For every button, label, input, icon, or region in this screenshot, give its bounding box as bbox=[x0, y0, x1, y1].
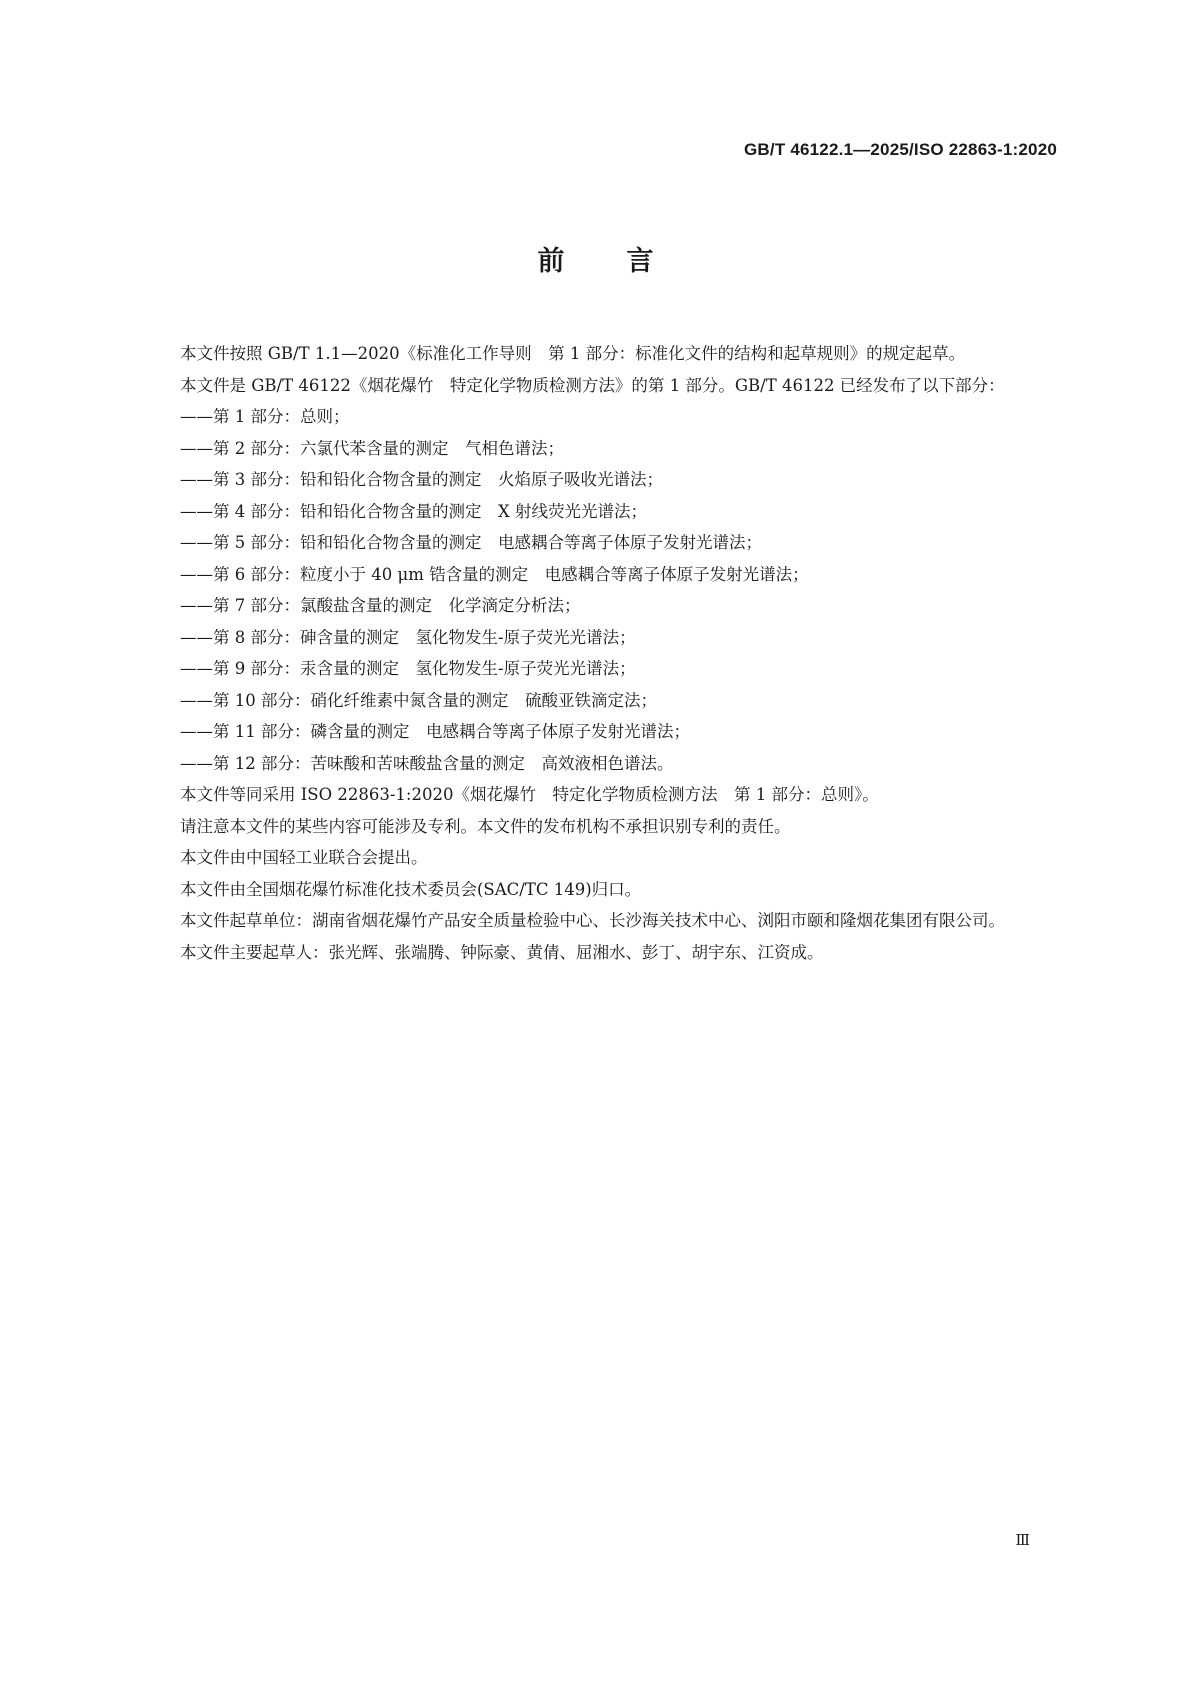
page-title: 前言 bbox=[537, 246, 716, 277]
list-item: ——第 1 部分：总则； bbox=[180, 407, 350, 426]
list-item: ——第 9 部分：汞含量的测定 氢化物发生-原子荧光光谱法； bbox=[180, 659, 636, 678]
paragraph-drafting-rules: 本文件按照 GB/T 1.1—2020《标准化工作导则 第 1 部分：标准化文件的结构和起草规则》的规定起草。 bbox=[180, 344, 966, 363]
list-item: ——第 10 部分：硝化纤维素中氮含量的测定 硫酸亚铁滴定法； bbox=[180, 690, 657, 710]
paragraph-drafting-units: 本文件起草单位：湖南省烟花爆竹产品安全质量检验中心、长沙海关技术中心、浏阳市颐和隆烟花集团有限公司。 bbox=[180, 911, 1005, 930]
list-item: ——第 7 部分：氯酸盐含量的测定 化学滴定分析法； bbox=[180, 596, 581, 615]
list-item: ——第 8 部分：砷含量的测定 氢化物发生-原子荧光光谱法； bbox=[180, 627, 636, 647]
parts-list bbox=[147, 401, 1052, 779]
page-number: Ⅲ bbox=[1015, 1531, 1031, 1549]
document-body bbox=[147, 338, 1052, 968]
list-item: ——第 11 部分：磷含量的测定 电感耦合等离子体原子发射光谱法； bbox=[180, 722, 690, 741]
list-item: ——第 12 部分：苦味酸和苦味酸盐含量的测定 高效液相色谱法。 bbox=[180, 753, 674, 773]
paragraph-committee: 本文件由全国烟花爆竹标准化技术委员会(SAC/TC 149)归口。 bbox=[180, 879, 642, 899]
paragraph-proposer: 本文件由中国轻工业联合会提出。 bbox=[180, 848, 428, 867]
paragraph-drafters: 本文件主要起草人：张光辉、张端腾、钟际豪、黄倩、屈湘水、彭丁、胡宇东、江资成。 bbox=[180, 942, 824, 962]
list-item: ——第 4 部分：铅和铅化合物含量的测定 X 射线荧光光谱法； bbox=[180, 501, 647, 521]
list-item: ——第 5 部分：铅和铅化合物含量的测定 电感耦合等离子体原子发射光谱法； bbox=[180, 533, 762, 552]
standard-number: GB/T 46122.1—2025/ISO 22863-1:2020 bbox=[744, 140, 1057, 159]
list-item: ——第 6 部分：粒度小于 40 μm 锆含量的测定 电感耦合等离子体原子发射光谱法； bbox=[180, 564, 809, 584]
paragraph-patent-notice: 请注意本文件的某些内容可能涉及专利。本文件的发布机构不承担识别专利的责任。 bbox=[180, 816, 791, 836]
paragraph-series-intro: 本文件是 GB/T 46122《烟花爆竹 特定化学物质检测方法》的第 1 部分。GB/T 46122 已经发布了以下部分： bbox=[180, 375, 1005, 395]
list-item: ——第 2 部分：六氯代苯含量的测定 气相色谱法； bbox=[180, 438, 564, 458]
paragraph-iso-adoption: 本文件等同采用 ISO 22863-1:2020《烟花爆竹 特定化学物质检测方法 第 1 部分：总则》。 bbox=[180, 785, 879, 804]
list-item: ——第 3 部分：铅和铅化合物含量的测定 火焰原子吸收光谱法； bbox=[180, 470, 663, 489]
